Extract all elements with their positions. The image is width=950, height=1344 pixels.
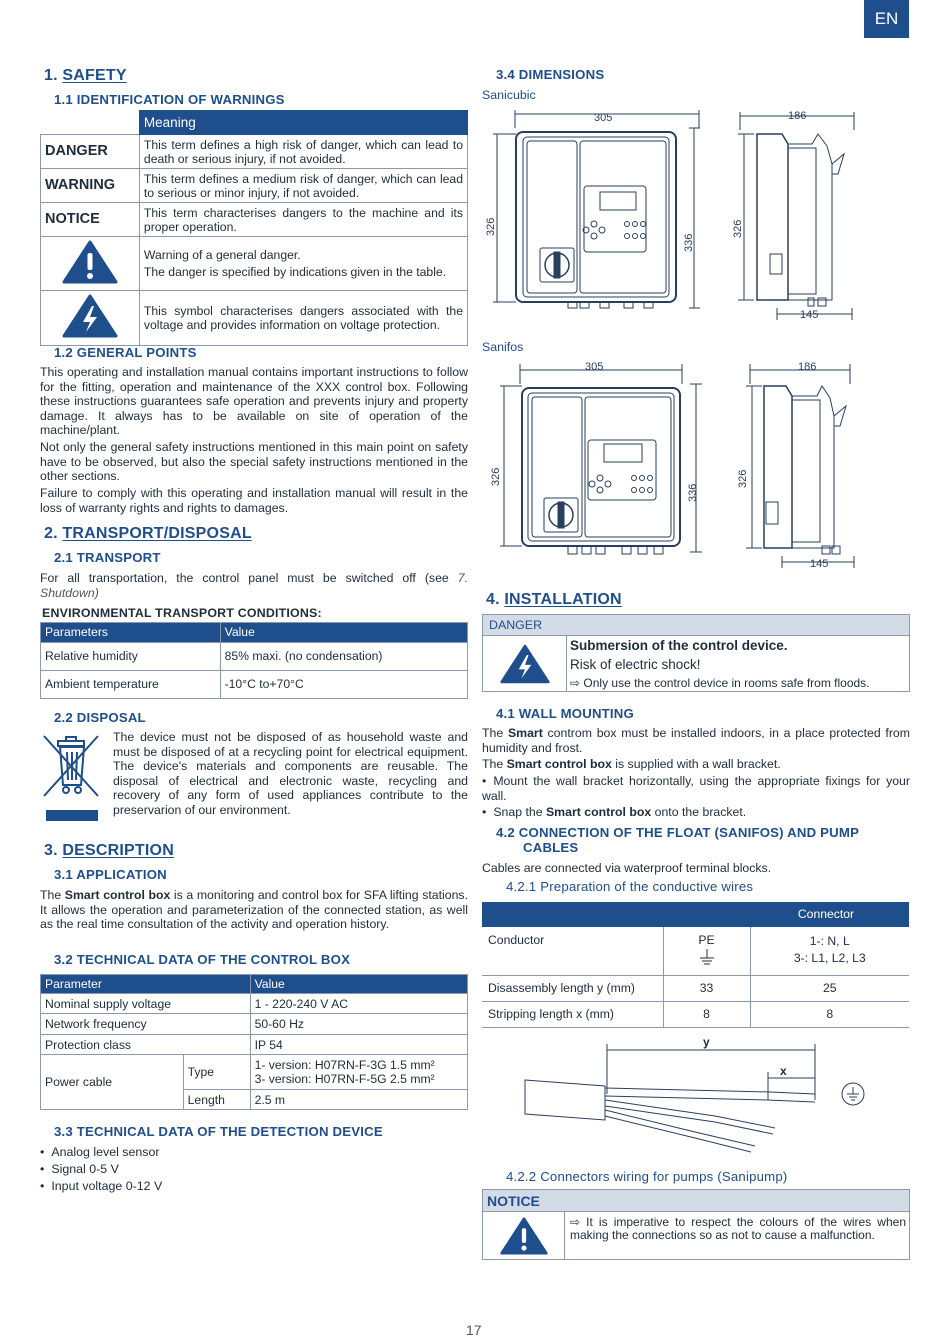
text-run: Mount the wall bracket horizontally, using the appropriate fixings for your wall.: [482, 774, 910, 803]
type-values: [250, 1055, 467, 1090]
wall-mount-bullet1: [482, 774, 910, 803]
stripping-pe: 8: [663, 1001, 750, 1027]
list-item: • Input voltage 0-12 V: [40, 1178, 162, 1195]
transport-sentence: For all transportation, the control panel must be switched off (see: [40, 571, 449, 585]
section-4-heading: [486, 591, 622, 610]
section-4-2-2-heading: 4.2.2 Connectors wiring for pumps (Sanipump): [506, 1169, 788, 1184]
tech-cell: 1 - 220-240 V AC: [250, 994, 467, 1014]
danger-title: Submersion of the control device.: [570, 638, 788, 653]
depth2-dim-label: 145: [800, 309, 819, 321]
depth2-dim-label: 145: [810, 558, 829, 570]
phase-cell: [750, 927, 909, 975]
section-1-heading: [44, 67, 127, 86]
length-label: Length: [183, 1090, 250, 1110]
sanicubic-dimension-drawing: [482, 104, 912, 326]
list-item: • Signal 0-5 V: [40, 1161, 162, 1178]
width-dim-label: 305: [585, 361, 604, 373]
general-danger-icon: [61, 239, 119, 285]
section-3-3-heading: 3.3 TECHNICAL DATA OF THE DETECTION DEVICE: [54, 1124, 383, 1139]
voltage-text: This symbol characterises dangers associated with the voltage and provides information on voltage protection.: [139, 291, 467, 345]
wire-stripping-diagram: [515, 1034, 875, 1164]
bullet: [482, 805, 493, 819]
tech-cell: IP 54: [250, 1035, 467, 1055]
section-1-1-heading: 1.1 IDENTIFICATION OF WARNINGS: [54, 92, 285, 107]
section-3-4-heading: 3.4 DIMENSIONS: [496, 67, 605, 82]
general-points-p3: Failure to comply with this operating and installation manual will result in the loss of warranty rights and rights to damages.: [40, 486, 468, 515]
text-run: The: [482, 757, 507, 771]
danger-icon-cell: [483, 636, 567, 692]
section-number: 1.: [44, 67, 58, 84]
env-cell: -10°C to+70°C: [220, 671, 467, 699]
section-title: INSTALLATION: [504, 591, 622, 608]
warning-meaning: This term defines a medium risk of danger, which can lead to serious or minor injury, if not avoided.: [139, 169, 467, 203]
text-run: Snap the: [493, 805, 546, 819]
tech-cell: Protection class: [41, 1035, 251, 1055]
type-label: Type: [183, 1055, 250, 1090]
height2-dim-label: 336: [687, 483, 699, 502]
env-cell: 85% maxi. (no condensation): [220, 643, 467, 671]
section-3-1-heading: 3.1 APPLICATION: [54, 867, 167, 882]
text-bold: Smart control box: [545, 805, 652, 819]
x-label: x: [780, 1064, 787, 1078]
width-dim-label: 305: [594, 112, 613, 124]
section-title: DESCRIPTION: [62, 842, 174, 859]
section-2-1-heading: 2.1 TRANSPORT: [54, 550, 161, 565]
section-1-2-heading: 1.2 GENERAL POINTS: [54, 345, 197, 360]
general-points-p1: This operating and installation manual contains important instructions to follow for the fitting, operation and maintenance of the XXX control box. Following these instructions guarantees safe operation and prevents injury and property damage. It always has to be available on site of operation of the machine/plant.: [40, 365, 468, 438]
section-3-2-heading: 3.2 TECHNICAL DATA OF THE CONTROL BOX: [54, 952, 351, 967]
wall-mount-bullet2: [482, 805, 910, 820]
notice-icon-cell: [483, 1212, 565, 1260]
general-danger-icon: [499, 1216, 549, 1256]
application-text: [40, 888, 468, 932]
sanicubic-label: Sanicubic: [482, 88, 536, 102]
height2-dim-label: 336: [683, 233, 695, 252]
side-height-dim-label: 326: [737, 469, 749, 488]
length-value: 2.5 m: [250, 1090, 467, 1110]
sanifos-dimension-drawing: [482, 356, 912, 578]
wall-mount-p1: [482, 726, 910, 755]
depth-dim-label: 186: [798, 361, 817, 373]
danger-content: [570, 638, 870, 690]
notice-term: NOTICE: [41, 203, 140, 237]
app-product: Smart control box: [64, 888, 171, 902]
sanifos-label: Sanifos: [482, 340, 524, 354]
shutdown-reference: 7. Shutdown): [40, 571, 468, 600]
heading-line2: CABLES: [523, 839, 579, 855]
env-cell: Relative humidity: [41, 643, 221, 671]
page-number: 17: [466, 1322, 482, 1338]
section-4-2-1-heading: 4.2.1 Preparation of the conductive wires: [506, 879, 754, 894]
tech-header-value: Value: [250, 975, 467, 994]
danger-meaning: This term defines a high risk of danger, which can lead to death or serious injury, if not avoided.: [139, 135, 467, 169]
env-title: ENVIRONMENTAL TRANSPORT CONDITIONS:: [42, 606, 322, 620]
danger-subtitle: Risk of electric shock!: [570, 656, 701, 672]
danger-term: DANGER: [41, 135, 140, 169]
notice-box-label: NOTICE: [483, 1190, 909, 1212]
text-bold: Smart control box: [506, 757, 612, 771]
text-run: onto the bracket.: [651, 805, 747, 819]
high-voltage-icon: [61, 293, 119, 339]
general-danger-line1: Warning of a general danger.: [143, 248, 301, 263]
side-height-dim-label: 326: [732, 219, 744, 238]
notice-box: [482, 1189, 910, 1260]
general-danger-icon-cell: [41, 237, 140, 291]
text-bold: Smart: [507, 726, 543, 740]
section-number: 3.: [44, 842, 58, 859]
danger-box-label: DANGER: [483, 615, 909, 636]
disassembly-value: 25: [822, 980, 837, 995]
pe-cell: [663, 927, 750, 975]
detection-list: [40, 1144, 162, 1194]
conductor-label: Conductor: [482, 927, 663, 975]
disposal-text: The device must not be disposed of as household waste and must be disposed of at a recycling point for electrical equipment. The device's materials and components are reusable. The disposal of electrical and electronic waste, recycling and recovery of any form of used appliances contribute to the preservarion of our environment.: [113, 730, 468, 817]
phase-3: 3-: L1, L2, L3: [793, 951, 866, 965]
power-cable-label: Power cable: [41, 1055, 184, 1110]
stripping-label: Stripping length x (mm): [482, 1001, 663, 1027]
app-post: is a monitoring and control box for SFA lifting stations. It allows the operation and parameterization of the connected station, as well as the real time consultation of the activity and operation history.: [40, 888, 468, 932]
notice-text: ⇨ It is imperative to respect the colours of the wires when making the connections so as not to cause a malfunction.: [570, 1215, 906, 1242]
text-run: The: [482, 726, 508, 740]
tech-header-param: Parameter: [41, 975, 251, 994]
voltage-icon-cell: [41, 291, 140, 345]
warning-term: WARNING: [41, 169, 140, 203]
general-points-p2: Not only the general safety instructions mentioned in this main point on safety have to be observed, but also the special safety instructions mentioned in the other sections.: [40, 440, 468, 484]
env-conditions-table: [40, 622, 468, 699]
wall-mount-p2: [482, 757, 910, 772]
section-title: TRANSPORT/DISPOSAL: [62, 525, 252, 542]
meaning-header: Meaning: [139, 111, 467, 135]
tech-cell: Network frequency: [41, 1014, 251, 1035]
tech-cell: Nominal supply voltage: [41, 994, 251, 1014]
type-version-3: 3- version: H07RN-F-5G 2.5 mm²: [254, 1072, 435, 1087]
disassembly-label: Disassembly length y (mm): [482, 975, 663, 1001]
section-2-heading: [44, 525, 252, 544]
phase-1: 1-: N, L: [809, 934, 850, 948]
section-2-2-heading: 2.2 DISPOSAL: [54, 710, 146, 725]
ground-icon: [699, 949, 715, 967]
high-voltage-icon: [499, 643, 551, 685]
section-3-heading: [44, 842, 174, 861]
type-version-1: 1- version: H07RN-F-3G 1.5 mm²: [254, 1058, 435, 1073]
bullet: [482, 774, 493, 788]
section-title: SAFETY: [62, 67, 127, 84]
text-run: controm box must be installed indoors, in a place protected from humidity and frost.: [482, 726, 910, 755]
height-dim-label: 326: [485, 217, 497, 236]
env-header-value: Value: [220, 623, 467, 643]
danger-box: [482, 614, 910, 692]
disassembly-pe: 33: [663, 975, 750, 1001]
tech-data-table: [40, 974, 468, 1110]
notice-meaning: This term characterises dangers to the machine and its proper operation.: [139, 203, 467, 237]
warnings-table: [40, 110, 468, 346]
depth-dim-label: 186: [788, 110, 807, 122]
list-item: • Analog level sensor: [40, 1144, 162, 1161]
app-pre: The: [40, 888, 65, 902]
height-dim-label: 326: [490, 467, 502, 486]
section-number: 4.: [486, 591, 500, 608]
transport-text: [40, 571, 468, 600]
y-label: y: [703, 1035, 710, 1049]
language-tab: EN: [864, 0, 909, 38]
danger-note: ⇨ Only use the control device in rooms safe from floods.: [570, 675, 870, 690]
general-danger-line2: The danger is specified by indications given in the table.: [143, 265, 447, 280]
stripping-value: 8: [826, 1006, 834, 1021]
env-header-param: Parameters: [41, 623, 221, 643]
env-cell: Ambient temperature: [41, 671, 221, 699]
section-4-2-heading: [496, 826, 859, 855]
tech-cell: 50-60 Hz: [250, 1014, 467, 1035]
general-danger-text: [139, 237, 467, 291]
section-4-1-heading: 4.1 WALL MOUNTING: [496, 706, 634, 721]
section-number: 2.: [44, 525, 58, 542]
crossed-bin-icon: [40, 730, 102, 824]
conductive-wires-table: [482, 902, 909, 1028]
text-run: is supplied with a wall bracket.: [611, 757, 781, 771]
pe-label: PE: [698, 933, 715, 947]
cables-text: Cables are connected via waterproof terminal blocks.: [482, 861, 772, 875]
connector-header: Connector: [797, 907, 855, 922]
heading-line1: 4.2 CONNECTION OF THE FLOAT (SANIFOS) AND PUMP: [496, 825, 860, 840]
